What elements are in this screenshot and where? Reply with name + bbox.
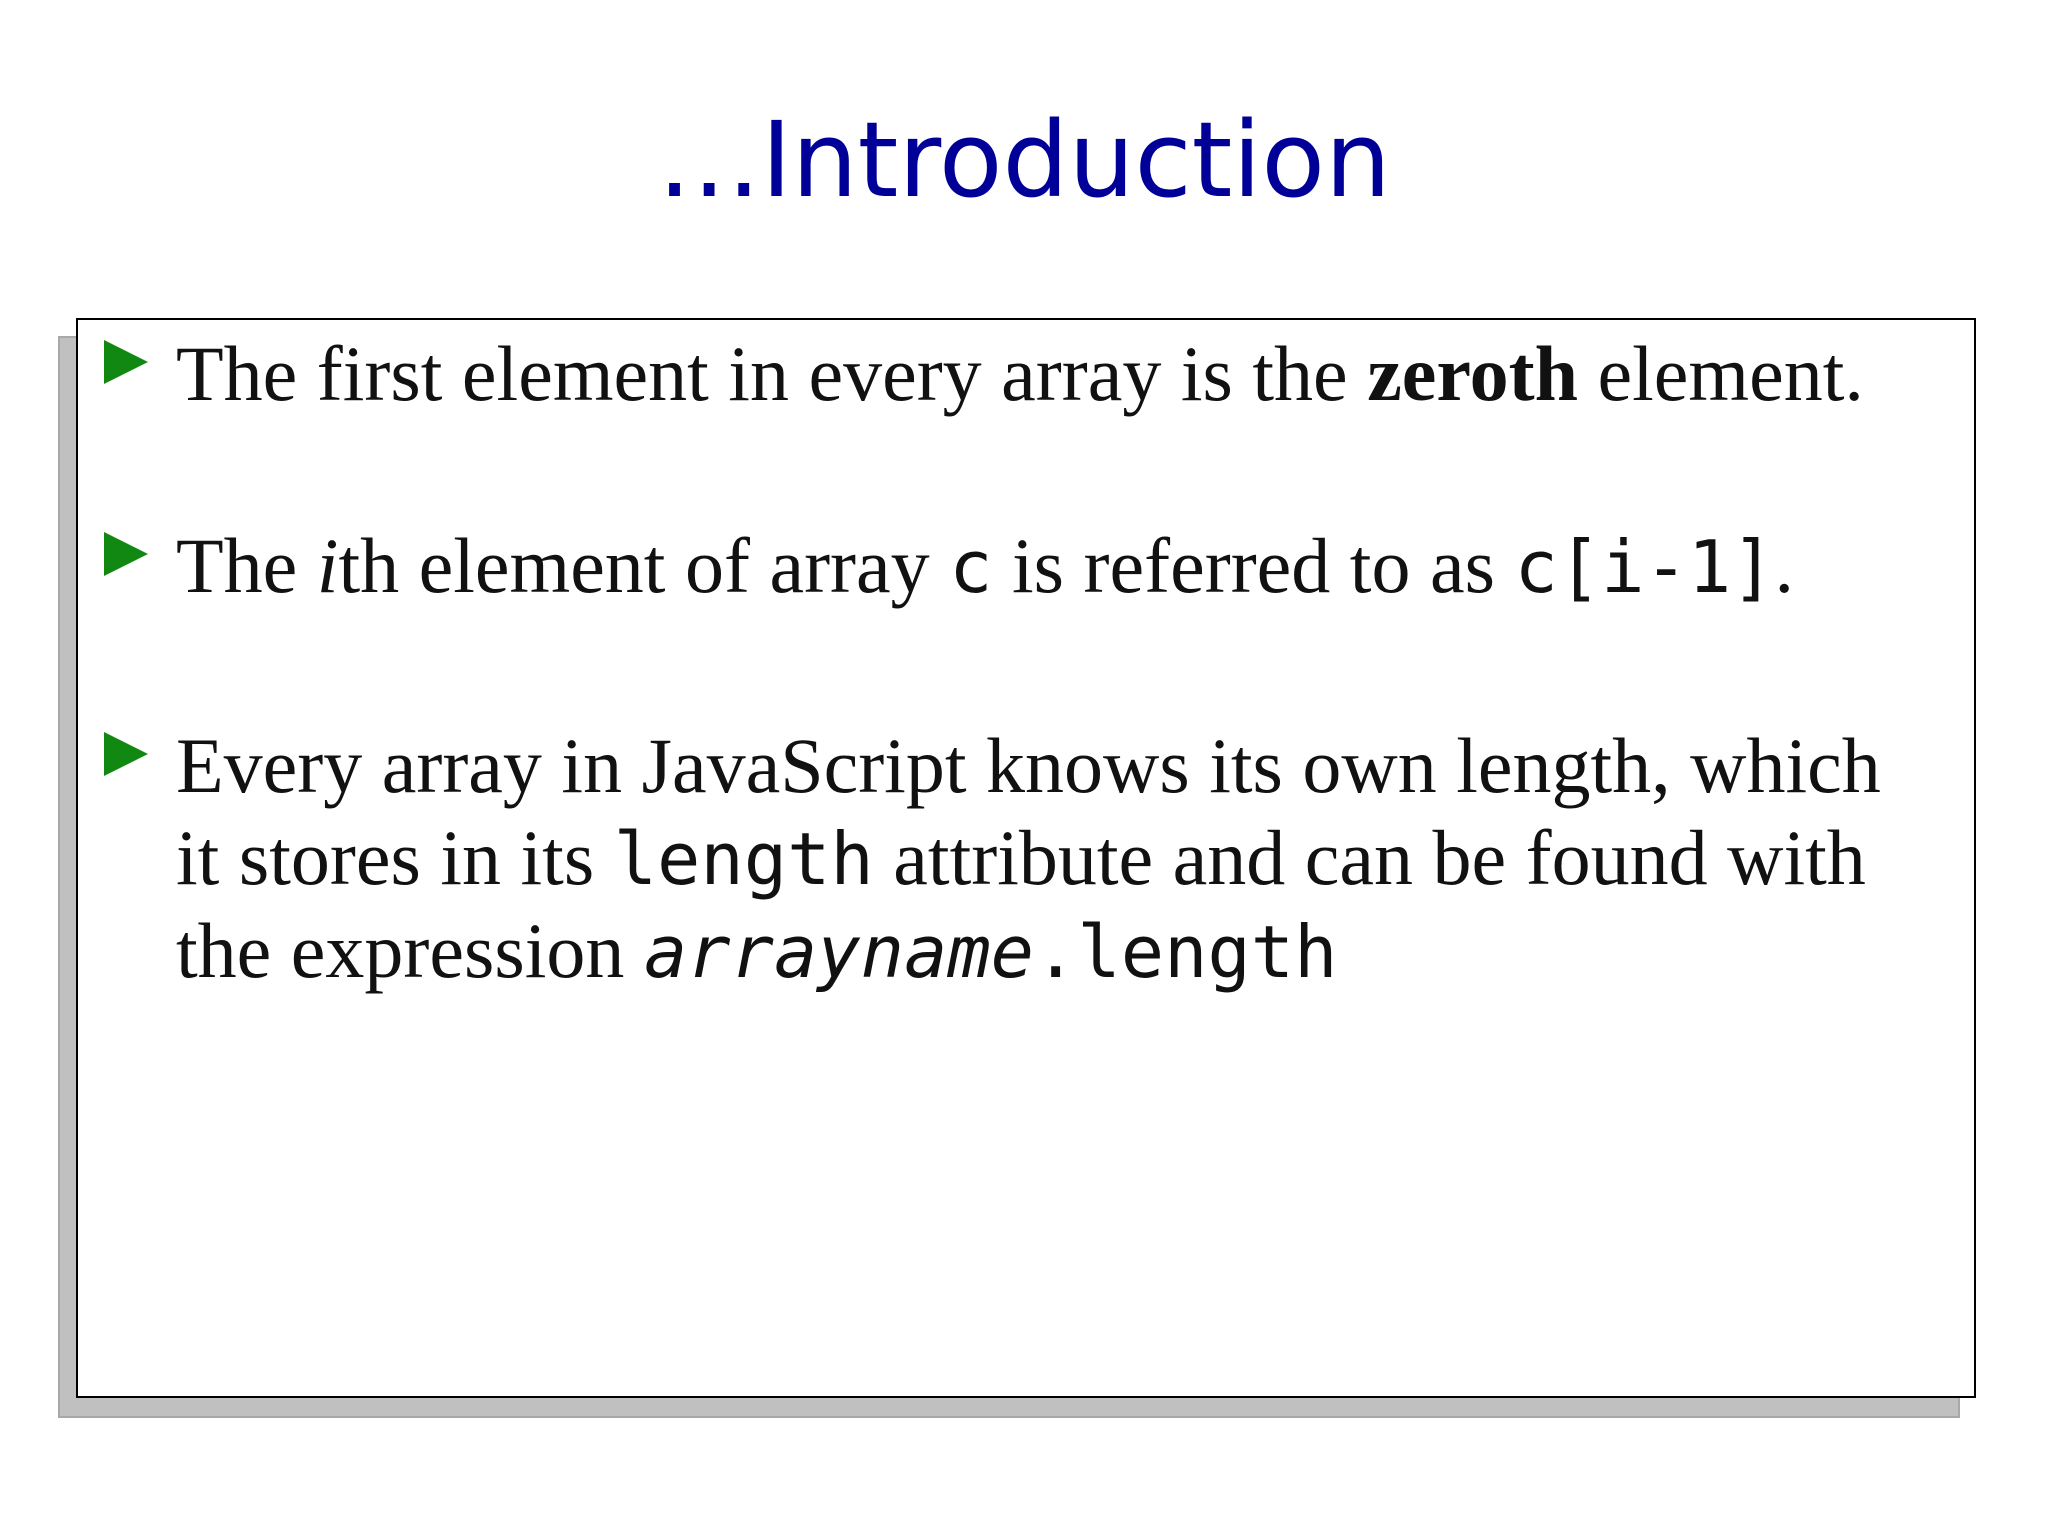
bullet-italic-term: i (316, 522, 339, 609)
content-box (76, 318, 1976, 1398)
bullet-item-length (78, 720, 1974, 998)
bullet-item-ith-element (78, 520, 1974, 613)
code-variable: c (949, 525, 993, 609)
bullet-bold-term: zeroth (1367, 330, 1578, 417)
code-expression: c[i-1] (1514, 525, 1775, 609)
code-italic-placeholder: arrayname (643, 910, 1035, 994)
bullet-text: The (176, 522, 317, 609)
bullet-text: The first element in every array is the (176, 330, 1368, 417)
triangle-right-icon (104, 732, 148, 776)
triangle-right-icon (104, 340, 148, 384)
triangle-right-icon (104, 532, 148, 576)
bullet-text: element. (1578, 330, 1864, 417)
bullet-item-zeroth (78, 328, 1974, 420)
bullet-text: attribute and can be found with the expression (176, 814, 1866, 994)
bullet-text: is referred to as (992, 522, 1515, 609)
slide-title: …Introduction (657, 99, 1391, 221)
code-suffix: .length (1034, 910, 1338, 994)
code-attribute: length (613, 817, 874, 901)
bullet-text: Every array in JavaScript knows its own length, which it stores in its (176, 722, 1881, 901)
bullet-text: th element of array (338, 522, 950, 609)
bullet-text: . (1774, 522, 1795, 609)
